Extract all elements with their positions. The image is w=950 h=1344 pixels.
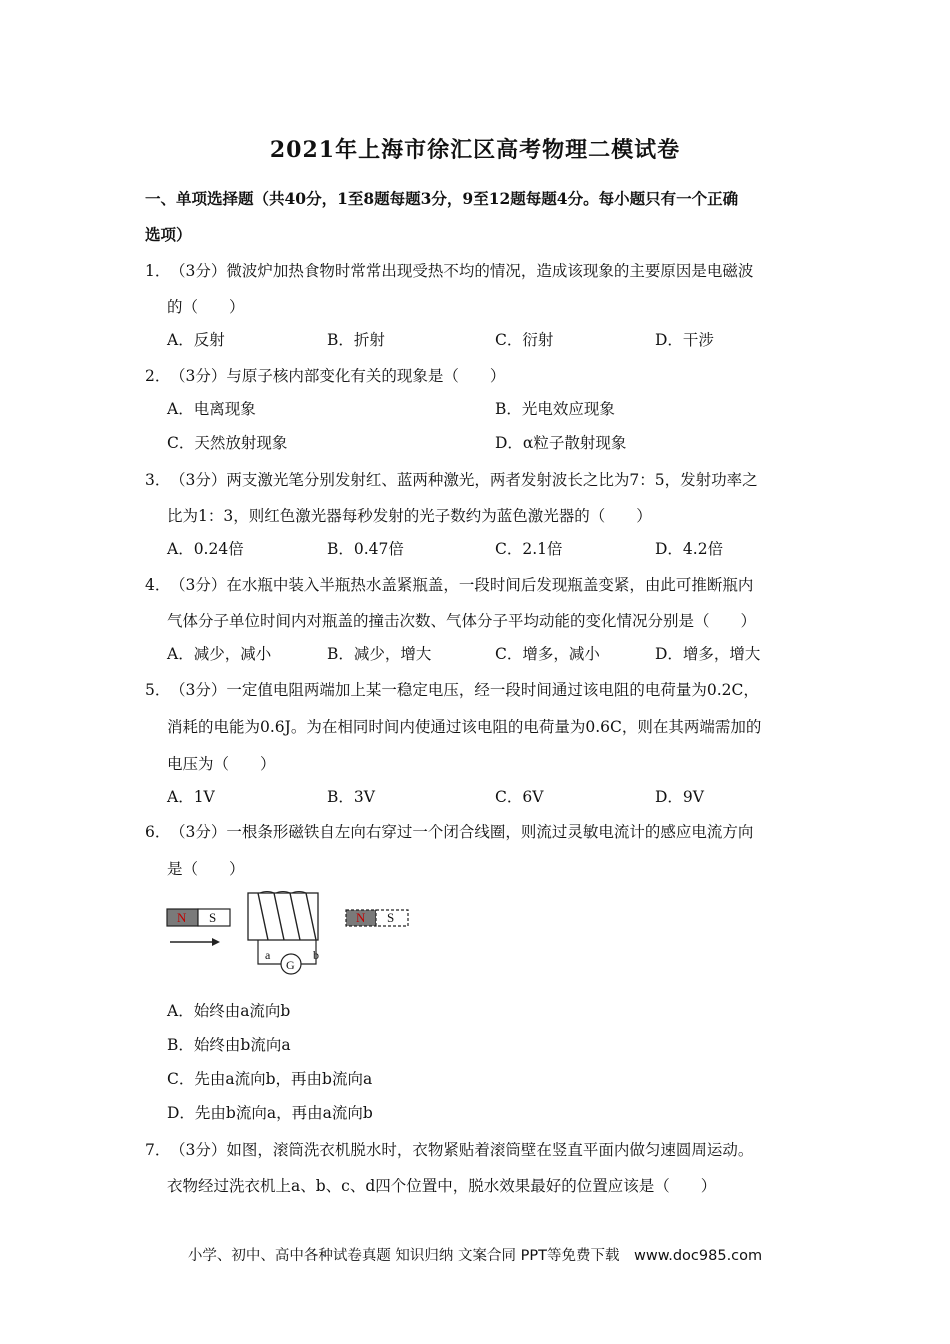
q1-option-d[interactable]: D．干涉 — [655, 331, 714, 349]
q4-option-d[interactable]: D．增多，增大 — [655, 645, 761, 663]
page-footer[interactable]: 小学、初中、高中各种试卷真题 知识归纳 文案合同 PPT等免费下载 www.doc985.com — [187, 1248, 763, 1264]
q2-option-a[interactable]: A．电离现象 — [167, 400, 256, 418]
section-heading-line2: 选项） — [145, 225, 192, 244]
magnet-n-label-right: N — [356, 910, 366, 925]
q4-option-b[interactable]: B．减少，增大 — [327, 645, 432, 663]
page-title: 2021年上海市徐汇区高考物理二模试卷 — [269, 137, 681, 163]
q6-option-b[interactable]: B．始终由b流向a — [167, 1036, 291, 1054]
q5-option-a[interactable]: A．1V — [167, 788, 215, 806]
section-heading — [145, 181, 815, 253]
terminal-a-label: a — [265, 948, 271, 962]
magnet-coil-figure — [160, 888, 420, 980]
q6-line2: 是（ ） — [167, 860, 245, 878]
terminal-b-label: b — [313, 948, 319, 962]
q6-option-c[interactable]: C．先由a流向b，再由b流向a — [167, 1070, 373, 1088]
q1-option-a[interactable]: A．反射 — [167, 331, 225, 349]
motion-arrow-icon — [170, 938, 220, 946]
q2-option-c[interactable]: C．天然放射现象 — [167, 434, 288, 452]
q4-option-a[interactable]: A．减少，减小 — [167, 645, 272, 663]
magnet-s-label-right: S — [387, 910, 395, 925]
q4-option-c[interactable]: C．增多，减小 — [495, 645, 600, 663]
q2-option-d[interactable]: D．α粒子散射现象 — [495, 434, 627, 452]
q3-option-c[interactable]: C．2.1倍 — [495, 540, 563, 558]
q5-line3: 电压为（ ） — [167, 755, 276, 773]
magnet-s-label: S — [209, 910, 217, 925]
bar-magnet-left — [167, 909, 230, 926]
q5-line1: （3分）一定值电阻两端加上某一稳定电压，经一段时间通过该电阻的电荷量为0.2C， — [170, 681, 759, 699]
q1-line1: （3分）微波炉加热食物时常常出现受热不均的情况，造成该现象的主要原因是电磁波 — [170, 262, 754, 280]
q7-line2: 衣物经过洗衣机上a、b、c、d四个位置中，脱水效果最好的位置应该是（ ） — [167, 1177, 717, 1195]
q6-number: 6． — [145, 823, 171, 841]
q4-line2: 气体分子单位时间内对瓶盖的撞击次数、气体分子平均动能的变化情况分别是（ ） — [167, 612, 757, 630]
q1-line2: 的（ ） — [167, 298, 245, 316]
q5-option-c[interactable]: C．6V — [495, 788, 544, 806]
q6-option-d[interactable]: D．先由b流向a，再由a流向b — [167, 1104, 373, 1122]
galvanometer-circuit — [258, 940, 319, 974]
q5-option-b[interactable]: B．3V — [327, 788, 375, 806]
q1-option-b[interactable]: B．折射 — [327, 331, 385, 349]
q7-number: 7． — [145, 1141, 171, 1159]
q1-option-c[interactable]: C．衍射 — [495, 331, 554, 349]
q3-option-b[interactable]: B．0.47倍 — [327, 540, 404, 558]
q2-line1: （3分）与原子核内部变化有关的现象是（ ） — [170, 367, 506, 385]
q3-line2: 比为1：3，则红色激光器每秒发射的光子数约为蓝色激光器的（ ） — [167, 507, 652, 525]
q1-number: 1． — [145, 262, 171, 280]
q3-number: 3． — [145, 471, 171, 489]
q4-line1: （3分）在水瓶中装入半瓶热水盖紧瓶盖，一段时间后发现瓶盖变紧，由此可推断瓶内 — [170, 576, 754, 594]
q3-option-a[interactable]: A．0.24倍 — [167, 540, 244, 558]
q2-option-b[interactable]: B．光电效应现象 — [495, 400, 615, 418]
q6-option-a[interactable]: A．始终由a流向b — [167, 1002, 291, 1020]
q4-number: 4． — [145, 576, 171, 594]
q5-line2: 消耗的电能为0.6J。为在相同时间内使通过该电阻的电荷量为0.6C，则在其两端需加的 — [167, 718, 762, 736]
q7-line1: （3分）如图，滚筒洗衣机脱水时，衣物紧贴着滚筒壁在竖直平面内做匀速圆周运动。 — [170, 1141, 754, 1159]
section-heading-line1: 一、单项选择题（共40分，1至8题每题3分，9至12题每题4分。每小题只有一个正确 — [145, 189, 739, 208]
q5-number: 5． — [145, 681, 171, 699]
q3-option-d[interactable]: D．4.2倍 — [655, 540, 724, 558]
coil — [248, 892, 318, 941]
q3-line1: （3分）两支激光笔分别发射红、蓝两种激光，两者发射波长之比为7：5，发射功率之 — [170, 471, 758, 489]
bar-magnet-right — [346, 910, 408, 926]
galvanometer-label: G — [286, 958, 295, 972]
q2-number: 2． — [145, 367, 171, 385]
magnet-n-label: N — [177, 910, 187, 925]
q5-option-d[interactable]: D．9V — [655, 788, 704, 806]
q6-line1: （3分）一根条形磁铁自左向右穿过一个闭合线圈，则流过灵敏电流计的感应电流方向 — [170, 823, 754, 841]
